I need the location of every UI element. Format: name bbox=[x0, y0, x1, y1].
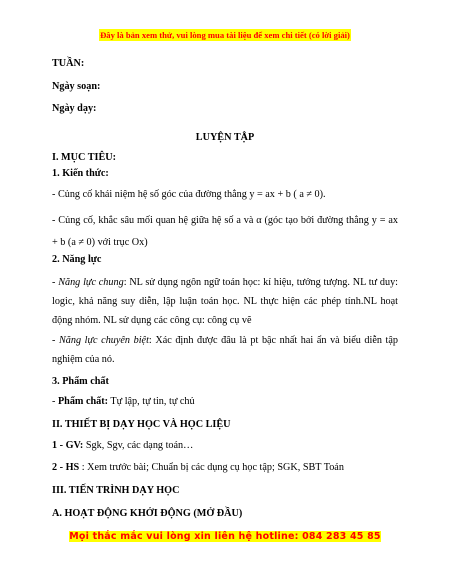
teach-date-label: Ngày dạy: bbox=[52, 103, 97, 114]
hotline-text: Mọi thắc mắc vui lòng xin liên hệ hotline: 084 283 45 85 bbox=[69, 531, 381, 542]
general-competency-text: : NL sử dụng ngôn ngữ toán học: kí hiệu, tưởng tượng. NL tư duy: logic, khả năng suy diễn, lập luận toán học. NL thực hiện các phép tính.NL hoạt động nhóm. NL sử dụng các công cụ: công cụ vẽ bbox=[52, 277, 398, 326]
preview-banner-text: Đây là bản xem thử, vui lòng mua tài liệu để xem chi tiết (có lời giải) bbox=[100, 30, 350, 40]
student-prep-label: 2 - HS bbox=[52, 462, 80, 473]
equipment-heading: II. THIẾT BỊ DẠY HỌC VÀ HỌC LIỆU bbox=[52, 419, 231, 430]
teacher-prep-text: Sgk, Sgv, các dạng toán… bbox=[83, 440, 194, 451]
knowledge-item-1: - Củng cố khái niệm hệ số góc của đường thẳng y = ax + b ( a ≠ 0). bbox=[52, 189, 326, 200]
qualities-text: Tự lập, tự tin, tự chủ bbox=[108, 396, 195, 407]
qualities-heading: 3. Phẩm chất bbox=[52, 376, 109, 387]
week-label: TUẦN: bbox=[52, 58, 85, 69]
specific-competency: - Năng lực chuyên biệt: Xác định được đâu là pt bậc nhất hai ẩn và biểu diễn tập nghiệm của nó. bbox=[52, 335, 398, 365]
general-competency-label: Năng lực chung bbox=[58, 277, 124, 288]
competency-heading: 2. Năng lực bbox=[52, 254, 102, 265]
knowledge-item-2: - Củng cố, khắc sâu mối quan hệ giữa hệ số a và α (góc tạo bởi đường thẳng y = ax + b (a ≠ 0) với trục Ox) bbox=[52, 215, 398, 248]
process-heading: III. TIẾN TRÌNH DẠY HỌC bbox=[52, 485, 180, 496]
lesson-title: LUYỆN TẬP bbox=[195, 132, 255, 143]
prep-date-label: Ngày soạn: bbox=[52, 81, 101, 92]
activity-heading: A. HOẠT ĐỘNG KHỞI ĐỘNG (MỞ ĐẦU) bbox=[52, 508, 243, 519]
hotline-banner bbox=[0, 526, 450, 544]
teacher-prep-label: 1 - GV: bbox=[52, 440, 84, 451]
knowledge-heading: 1. Kiến thức: bbox=[52, 168, 109, 179]
student-prep-text: : Xem trước bài; Chuẩn bị các dụng cụ học tập; SGK, SBT Toán bbox=[79, 462, 344, 473]
student-prep bbox=[52, 461, 398, 475]
specific-competency-text: : Xác định được đâu là pt bậc nhất hai ẩn và biểu diễn tập nghiệm của nó. bbox=[52, 335, 398, 365]
teacher-prep bbox=[52, 439, 398, 453]
objectives-heading: I. MỤC TIÊU: bbox=[52, 152, 117, 163]
qualities-item: - Phẩm chất: Tự lập, tự tin, tự chủ bbox=[52, 396, 195, 407]
qualities-label: Phẩm chất: bbox=[57, 396, 109, 407]
general-competency: - Năng lực chung: NL sử dụng ngôn ngữ toán học: kí hiệu, tưởng tượng. NL tư duy: logic, khả năng suy diễn, lập luận toán học. NL thực hiện các phép tính.NL hoạt động nhóm. NL sử dụng các công cụ: công cụ vẽ bbox=[52, 277, 398, 326]
preview-banner bbox=[0, 25, 450, 43]
specific-competency-label: Năng lực chuyên biệt bbox=[59, 335, 149, 346]
